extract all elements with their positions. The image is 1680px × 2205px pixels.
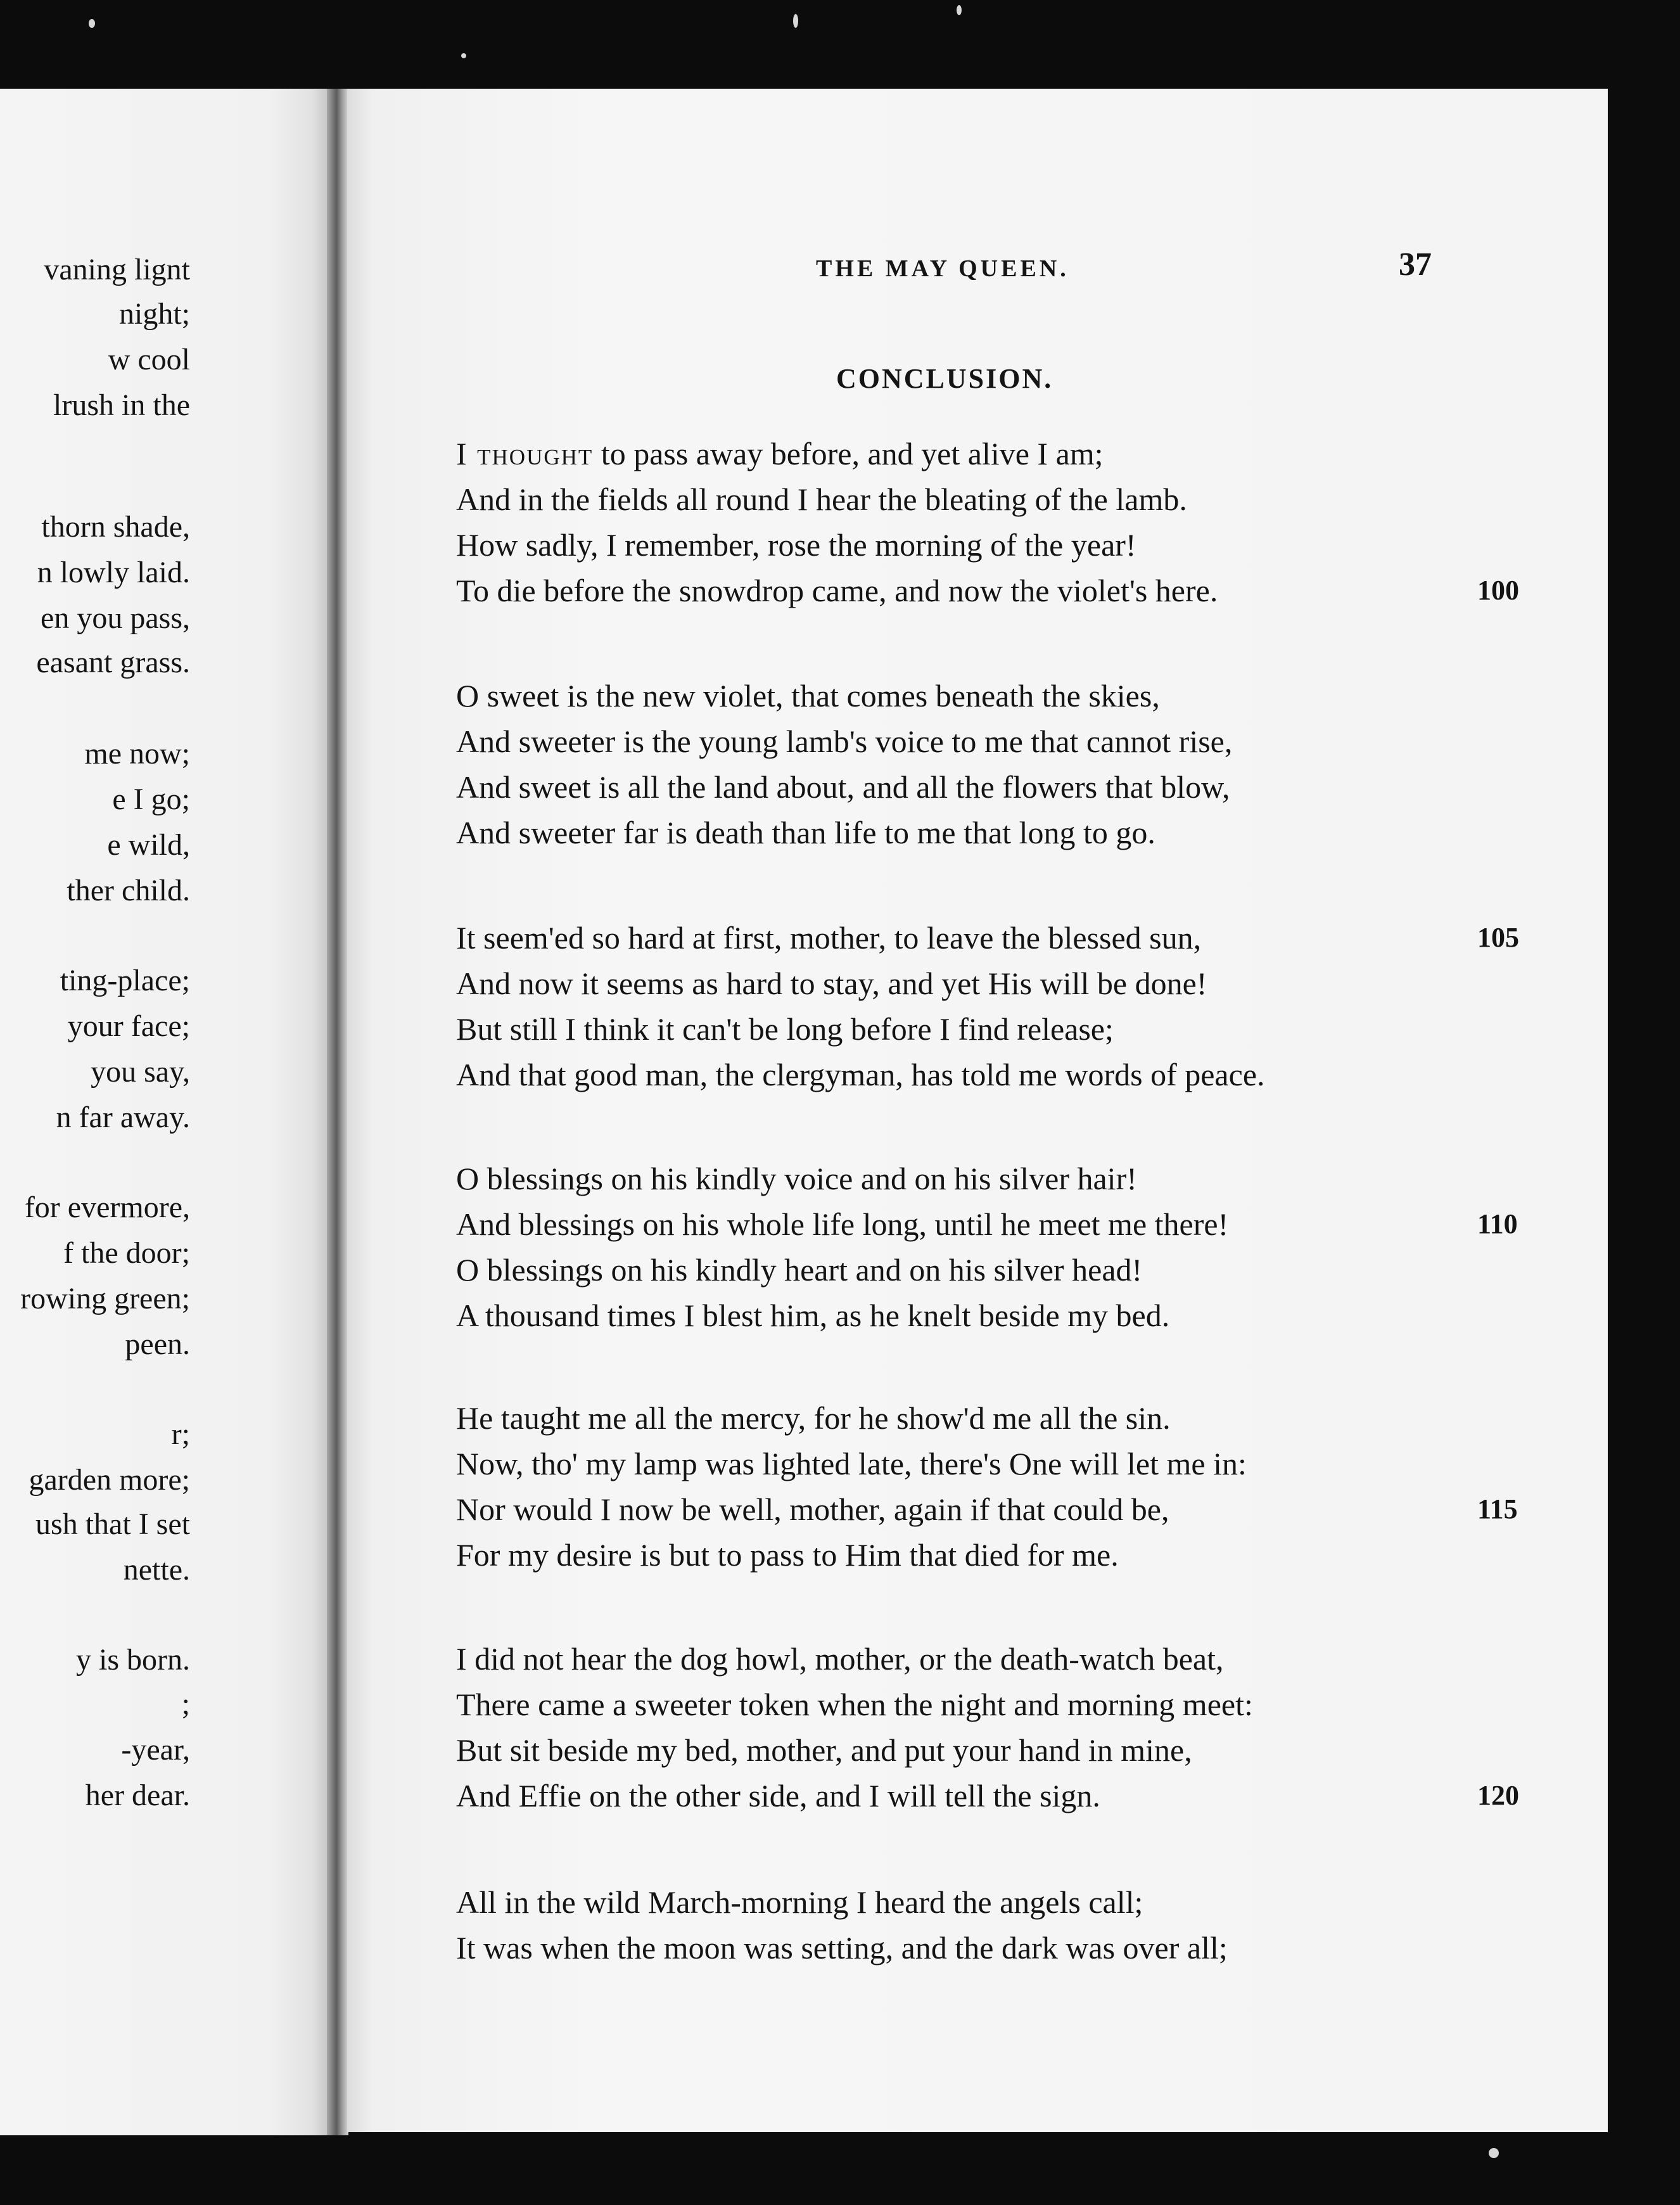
verse-text: To die before the snowdrop came, and now the violet's here. xyxy=(456,573,1218,608)
verse-text: Nor would I now be well, mother, again if that could be, xyxy=(456,1492,1169,1527)
scan-speck xyxy=(461,53,466,58)
left-page-line-text: y is born. xyxy=(76,1643,190,1677)
left-page-line-text: you say, xyxy=(91,1055,190,1089)
verse-line xyxy=(456,1636,1444,1682)
verse-text: But sit beside my bed, mother, and put your hand in mine, xyxy=(456,1732,1192,1768)
left-page-line-text: f the door; xyxy=(63,1236,190,1270)
verse-line xyxy=(456,568,1519,613)
verse-line xyxy=(456,522,1444,568)
verse-line xyxy=(456,1052,1444,1097)
page-number: 37 xyxy=(1399,246,1432,283)
stanza xyxy=(456,1156,1518,1338)
verse-line xyxy=(456,1247,1444,1293)
verse-line xyxy=(456,1925,1444,1971)
verse-line xyxy=(456,673,1444,719)
verse-text: And now it seems as hard to stay, and yet His will be done! xyxy=(456,966,1207,1001)
verse-line xyxy=(456,1879,1444,1925)
left-page-line-text: r; xyxy=(171,1417,190,1451)
verse-line xyxy=(456,764,1444,810)
verse-text: A thousand times I blest him, as he knelt beside my bed. xyxy=(456,1298,1170,1333)
verse-text: And sweeter far is death than life to me that long to go. xyxy=(456,815,1155,850)
verse-text: And in the fields all round I hear the bleating of the lamb. xyxy=(456,482,1187,517)
left-page-line-text: for evermore, xyxy=(24,1191,190,1224)
verse-text: And that good man, the clergyman, has told me words of peace. xyxy=(456,1057,1265,1092)
verse-line xyxy=(456,1532,1444,1578)
verse-text: O blessings on his kindly heart and on his silver head! xyxy=(456,1252,1143,1288)
verse-line xyxy=(456,1486,1518,1532)
stanza xyxy=(456,1636,1519,1818)
verse-line xyxy=(456,810,1444,855)
scan-speck xyxy=(957,5,962,15)
left-page-line-text: -year, xyxy=(121,1733,190,1767)
left-page-line-text: ; xyxy=(181,1687,190,1721)
left-page-line-text: e I go; xyxy=(112,783,190,816)
left-page-line-text: garden more; xyxy=(29,1463,190,1497)
left-page-line-text: rowing green; xyxy=(20,1282,190,1315)
verse-line xyxy=(456,1156,1444,1201)
verse-text: O blessings on his kindly voice and on his silver hair! xyxy=(456,1161,1137,1196)
verse-text: There came a sweeter token when the night and morning meet: xyxy=(456,1687,1253,1722)
stanza xyxy=(456,1395,1518,1578)
scan-speck xyxy=(793,14,798,28)
verse-text: For my desire is but to pass to Him that died for me. xyxy=(456,1537,1119,1573)
verse-lead-smallcaps: I thought xyxy=(456,436,594,471)
left-page-line-text: w cool xyxy=(108,343,190,376)
left-facing-page xyxy=(0,89,336,2135)
left-page-line-text: e wild, xyxy=(107,828,190,862)
verse-line xyxy=(456,476,1444,522)
verse-line xyxy=(456,1395,1444,1441)
left-page-line-text: vaning lignt xyxy=(44,253,190,286)
left-page-line-text: n far away. xyxy=(56,1101,190,1134)
left-page-line-text: ush that I set xyxy=(35,1507,190,1541)
verse-text: How sadly, I remember, rose the morning of the year! xyxy=(456,527,1136,563)
verse-line xyxy=(456,1773,1519,1818)
verse-line xyxy=(456,1682,1444,1727)
verse-text: It was when the moon was setting, and the dark was over all; xyxy=(456,1930,1228,1965)
verse-text: And sweet is all the land about, and all the flowers that blow, xyxy=(456,769,1230,805)
verse-line xyxy=(456,915,1519,961)
scan-speck xyxy=(89,19,95,28)
verse-text: It seem'ed so hard at first, mother, to leave the blessed sun, xyxy=(456,920,1202,955)
left-page-line-text: thorn shade, xyxy=(41,510,190,544)
left-page-line-text: easant grass. xyxy=(36,646,190,679)
stanza xyxy=(456,1879,1444,1971)
stanza xyxy=(456,431,1519,613)
stanza xyxy=(456,673,1444,855)
verse-text: to pass away before, and yet alive I am; xyxy=(593,436,1104,471)
verse-text: And sweeter is the young lamb's voice to me that cannot rise, xyxy=(456,724,1233,759)
left-page-line-text: nette. xyxy=(123,1553,190,1587)
line-number: 115 xyxy=(1477,1493,1518,1524)
left-page-line-text: lrush in the xyxy=(53,388,190,422)
left-page-line-text: ting-place; xyxy=(60,964,190,997)
left-page-line-text: me now; xyxy=(84,737,190,770)
left-page-line-text: your face; xyxy=(67,1009,190,1043)
verse-line xyxy=(456,431,1444,476)
verse-line xyxy=(456,1727,1444,1773)
right-page xyxy=(347,89,1608,2132)
running-head: THE MAY QUEEN. xyxy=(816,255,1069,282)
verse-line xyxy=(456,1293,1444,1338)
line-number: 100 xyxy=(1477,575,1519,606)
verse-text: All in the wild March-morning I heard the angels call; xyxy=(456,1884,1143,1920)
left-page-line-text: n lowly laid. xyxy=(37,556,190,589)
verse-line xyxy=(456,1201,1518,1247)
verse-text: I did not hear the dog howl, mother, or the death-watch beat, xyxy=(456,1641,1224,1677)
section-title: CONCLUSION. xyxy=(836,363,1053,394)
left-page-line-text: night; xyxy=(118,297,190,331)
verse-text: O sweet is the new violet, that comes beneath the skies, xyxy=(456,678,1160,713)
verse-text: Now, tho' my lamp was lighted late, there's One will let me in: xyxy=(456,1446,1247,1481)
left-page-line-text: peen. xyxy=(125,1327,190,1361)
verse-text: He taught me all the mercy, for he show'd me all the sin. xyxy=(456,1400,1171,1436)
book-gutter xyxy=(327,89,348,2135)
verse-line xyxy=(456,961,1444,1006)
line-number: 105 xyxy=(1477,922,1519,953)
stanza xyxy=(456,915,1519,1097)
verse-line xyxy=(456,719,1444,764)
verse-text: And blessings on his whole life long, until he meet me there! xyxy=(456,1206,1229,1242)
verse-line xyxy=(456,1006,1444,1052)
left-page-line-text: ther child. xyxy=(67,874,190,907)
left-page-line-text: en you pass, xyxy=(41,601,190,635)
verse-text: But still I think it can't be long before I find release; xyxy=(456,1011,1114,1047)
verse-line xyxy=(456,1441,1444,1486)
left-page-line-text: her dear. xyxy=(85,1779,190,1812)
verse-text: And Effie on the other side, and I will tell the sign. xyxy=(456,1778,1100,1813)
line-number: 120 xyxy=(1477,1780,1519,1811)
line-number: 110 xyxy=(1477,1208,1518,1239)
scan-speck xyxy=(1489,2148,1499,2158)
